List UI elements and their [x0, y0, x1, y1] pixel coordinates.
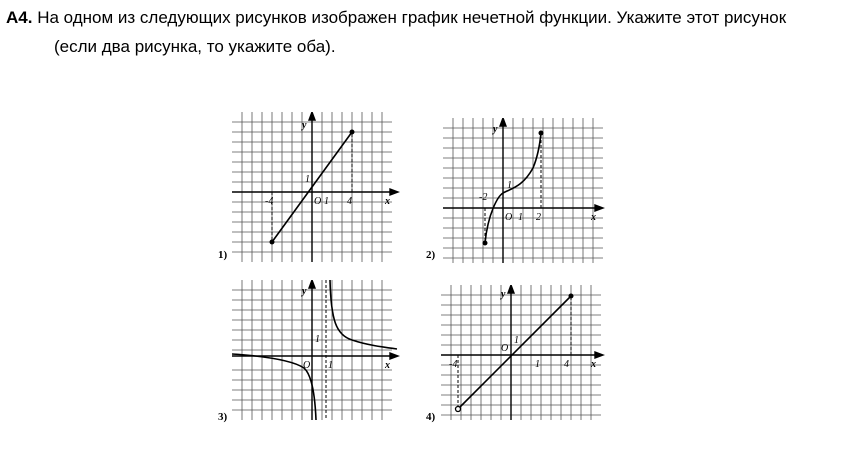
figure-1 — [232, 112, 407, 282]
y-tick-1: 1 — [305, 174, 310, 185]
y-tick-1: 1 — [514, 335, 519, 346]
figure-4 — [441, 285, 616, 455]
grid — [441, 285, 601, 420]
x-tick-1: 1 — [324, 196, 329, 207]
x-axis-label: x — [591, 359, 596, 370]
x-tick-1: 1 — [328, 360, 333, 371]
grid — [443, 118, 603, 263]
figure-4-label: 4) — [426, 411, 436, 423]
figure-3-graph — [232, 280, 407, 425]
endpoint-right — [350, 130, 355, 135]
question-text: На одном из следующих рисунков изображен график нечетной функции. Укажите этот рисунок — [37, 8, 787, 27]
y-tick-1: 1 — [315, 334, 320, 345]
figure-4-graph — [441, 285, 611, 425]
figure-1-label: 1) — [218, 249, 228, 261]
x-axis-label: x — [385, 196, 390, 207]
x-axis-label: x — [591, 212, 596, 223]
y-tick-1: 1 — [507, 180, 512, 191]
origin-label: O — [501, 343, 509, 354]
question-number: А4. — [6, 8, 33, 27]
axes — [232, 112, 398, 262]
figure-3-label: 3) — [218, 411, 228, 423]
x-tick-neg: -2 — [479, 192, 488, 203]
y-axis-label: y — [302, 120, 307, 131]
endpoint-left — [270, 240, 275, 245]
question-line-1 — [6, 3, 836, 32]
origin-label: O — [303, 360, 311, 371]
y-axis-label: y — [501, 289, 506, 300]
y-axis-label: y — [493, 124, 498, 135]
question-line-2: (если два рисунка, то укажите оба). — [54, 37, 336, 56]
figure-2 — [443, 118, 618, 288]
origin-label: O — [314, 196, 322, 207]
endpoint-right — [569, 294, 574, 299]
figure-2-graph — [443, 118, 608, 268]
figure-2-label: 2) — [426, 249, 436, 261]
endpoint-left — [483, 241, 488, 246]
endpoint-right — [539, 131, 544, 136]
x-tick-pos: 2 — [536, 212, 541, 223]
question — [6, 3, 836, 61]
x-tick-pos: 4 — [347, 196, 352, 207]
figure-1-graph — [232, 112, 407, 272]
function-line — [458, 296, 571, 409]
x-tick-neg: -4 — [449, 359, 458, 370]
endpoint-left — [456, 407, 461, 412]
figure-3 — [232, 280, 407, 450]
x-tick-1: 1 — [518, 212, 523, 223]
x-tick-neg: -4 — [265, 196, 274, 207]
x-axis-label: x — [385, 360, 390, 371]
x-tick-1: 1 — [535, 359, 540, 370]
origin-label: O — [505, 212, 513, 223]
x-tick-pos: 4 — [564, 359, 569, 370]
y-axis-label: y — [302, 286, 307, 297]
